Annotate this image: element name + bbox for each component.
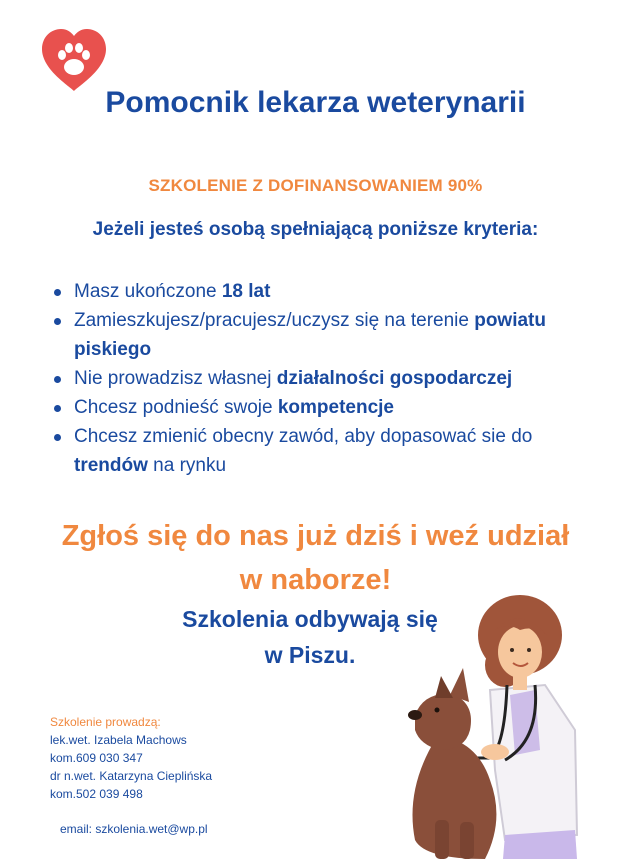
contact-line: dr n.wet. Katarzyna Cieplińska — [50, 769, 213, 783]
contact-line: kom.609 030 347 — [50, 751, 143, 765]
veterinarian-with-dog-illustration — [395, 590, 631, 859]
contacts-block — [50, 713, 212, 803]
contacts-label: Szkolenie prowadzą: — [50, 715, 161, 729]
funding-subtitle: SZKOLENIE Z DOFINANSOWANIEM 90% — [148, 176, 483, 195]
paw-heart-icon — [38, 25, 110, 95]
criteria-item: Nie prowadzisz własnej działalności gospodarczej — [48, 364, 608, 393]
criteria-item: Zamieszkujesz/pracujesz/uczysz się na terenie powiatu piskiego — [48, 306, 608, 364]
page-title: Pomocnik lekarza weterynarii — [105, 86, 526, 119]
email-contact: email: szkolenia.wet@wp.pl — [60, 822, 208, 836]
call-to-action — [0, 514, 631, 602]
criteria-list — [48, 277, 608, 480]
criteria-item: Chcesz podnieść swoje kompetencje — [48, 393, 608, 422]
location-line-2: w Piszu. — [264, 642, 356, 668]
criteria-intro: Jeżeli jesteś osobą spełniającą poniższe kryteria: — [92, 219, 539, 240]
cta-line-1: Zgłoś się do nas już dziś i weź udział — [61, 520, 570, 552]
contact-line: lek.wet. Izabela Machows — [50, 733, 187, 747]
criteria-item: Masz ukończone 18 lat — [48, 277, 608, 306]
location-line-1: Szkolenia odbywają się — [182, 606, 438, 632]
cta-line-2: w naborze! — [239, 564, 392, 596]
contact-line: kom.502 039 498 — [50, 787, 143, 801]
criteria-item: Chcesz zmienić obecny zawód, aby dopasować sie do trendów na rynku — [48, 422, 608, 480]
